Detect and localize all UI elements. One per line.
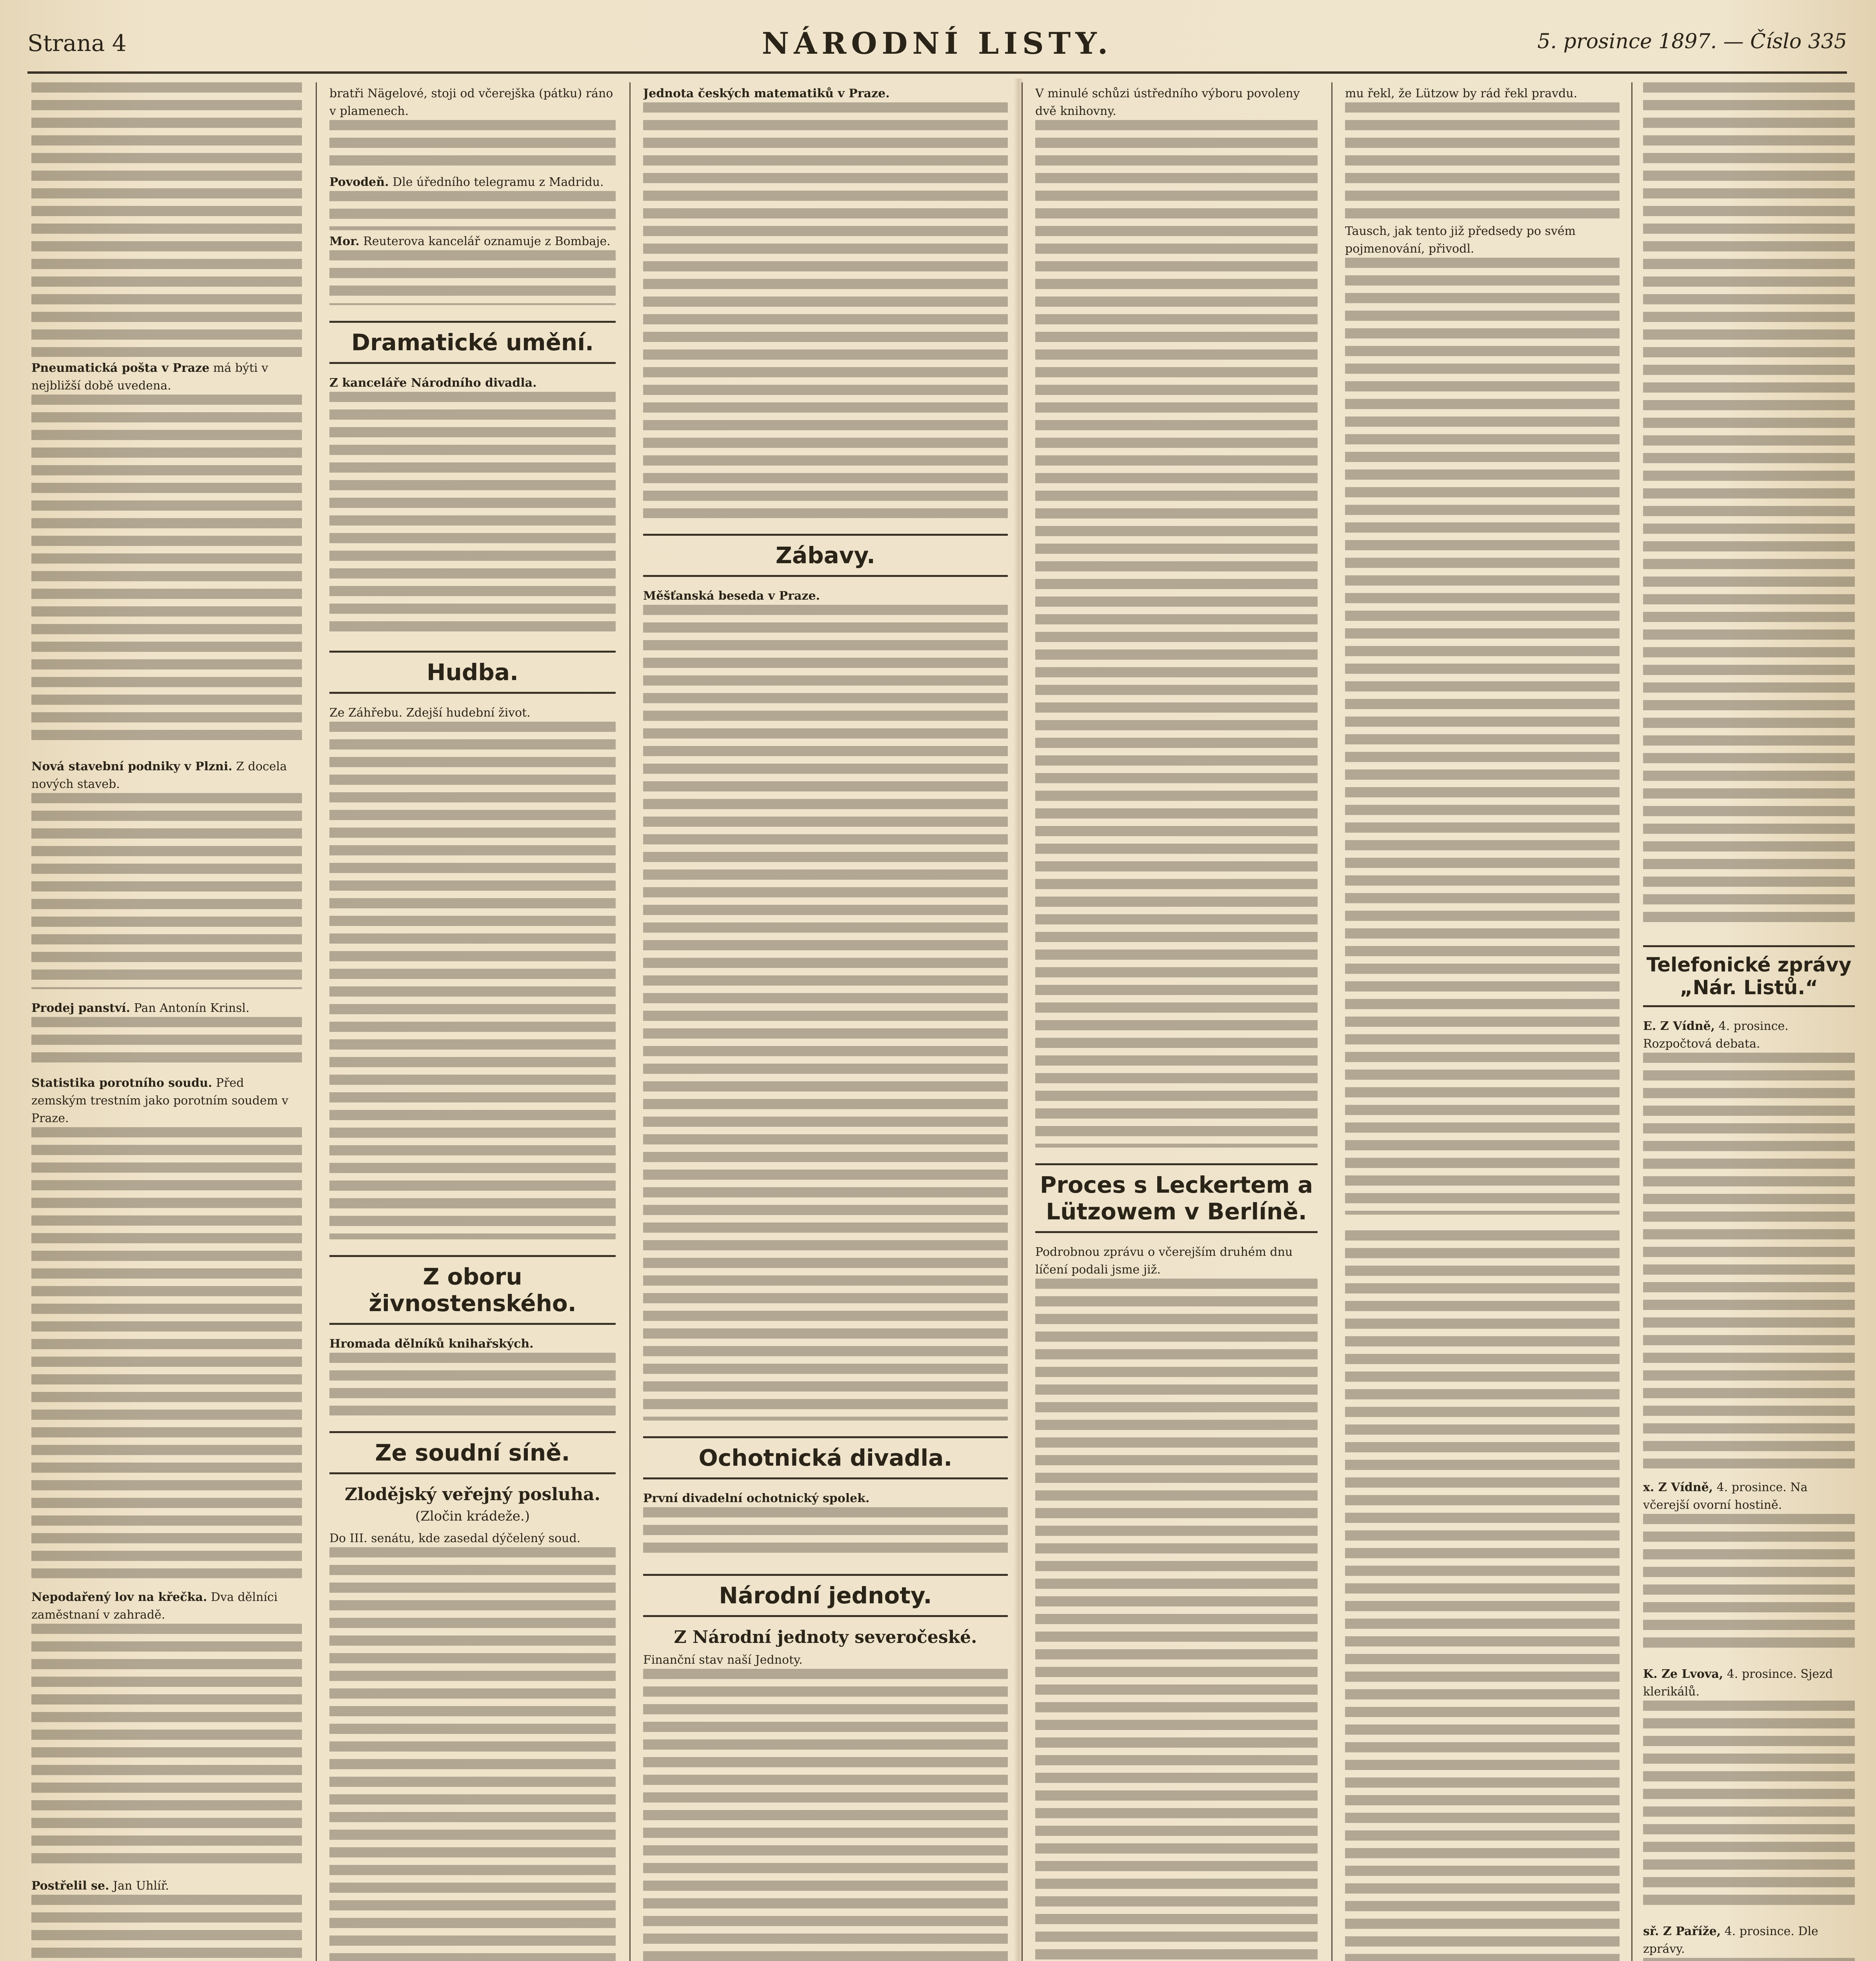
text-block	[329, 120, 616, 171]
text-block	[643, 1669, 1008, 1961]
article-text: 4. prosince. Sjezd klerikálů.	[1643, 1667, 1833, 1699]
section-heading: Národní jednoty.	[643, 1574, 1008, 1617]
text-block	[1643, 1701, 1855, 1912]
text-block	[329, 392, 616, 635]
article	[1643, 1923, 1855, 1961]
section-heading: Ochotnická divadla.	[643, 1436, 1008, 1479]
column-5	[1345, 82, 1620, 1961]
text-block	[1643, 1958, 1855, 1961]
column-1	[31, 82, 302, 1961]
article-lead: Z kanceláře Národního divadla.	[329, 376, 537, 390]
article-text: Ze Záhřebu. Zdejší hudební život.	[329, 706, 531, 720]
column-2	[329, 82, 616, 1961]
text-block	[643, 1507, 1008, 1558]
article	[31, 1588, 302, 1867]
article-text: Pan Antonín Krinsl.	[134, 1001, 250, 1015]
article-text: Finanční stav naší Jednoty.	[643, 1653, 803, 1667]
article-text: 4. prosince. Rozpočtová debata.	[1643, 1019, 1789, 1051]
article-lead: Povodeň.	[329, 175, 389, 189]
article-text: mu řekl, že Lützow by rád řekl pravdu.	[1345, 87, 1578, 100]
text-block	[31, 1017, 302, 1064]
text-block	[1643, 82, 1855, 930]
column-3	[643, 82, 1008, 1961]
article	[31, 999, 302, 1064]
article-lead: E. Z Vídně,	[1643, 1019, 1715, 1033]
section-heading: Telefonické zprávy „Nár. Listů.“	[1643, 945, 1855, 1007]
text-block	[31, 1624, 302, 1867]
article-text: Z docela nových staveb.	[31, 760, 287, 791]
text-block	[1643, 1514, 1855, 1655]
article-text: V minulé schůzi ústředního výboru povoleny dvě knihovny.	[1035, 87, 1300, 118]
article-title: Z Národní jednoty severočeské.	[674, 1627, 977, 1647]
text-block	[1345, 1230, 1620, 1961]
text-block	[31, 1895, 302, 1961]
article-text: Dle úředního telegramu z Madridu.	[393, 175, 604, 189]
article-lead: sř. Z Paříže,	[1643, 1925, 1721, 1938]
page-number: Strana 4	[27, 30, 127, 56]
article-text: Do III. senátu, kde zasedal dýčelený soud.	[329, 1532, 581, 1545]
column-6	[1643, 82, 1855, 1961]
text-block	[643, 102, 1008, 518]
article-text: Dva dělníci zaměstnaní v zahradě.	[31, 1590, 278, 1622]
article-lead: Nepodařený lov na křečka.	[31, 1590, 207, 1604]
page-header	[27, 23, 1847, 70]
text-block	[329, 722, 616, 1239]
issue-date: 5. prosince 1897. — Číslo 335	[1537, 30, 1847, 53]
column-divider	[1331, 82, 1332, 1961]
article-text: Podrobnou zprávu o včerejším druhém dnu líčení podali jsme již.	[1035, 1245, 1293, 1277]
text-block	[1035, 1279, 1318, 1961]
section-heading: Ze soudní síně.	[329, 1431, 616, 1474]
text-block	[329, 1547, 616, 1961]
article	[1643, 1665, 1855, 1912]
text-block	[329, 191, 616, 230]
text-block	[1345, 102, 1620, 220]
text-block	[329, 1353, 616, 1415]
text-block	[31, 1127, 302, 1578]
text-block	[31, 793, 302, 989]
text-block	[329, 250, 616, 305]
article-lead: K. Ze Lvova,	[1643, 1667, 1723, 1681]
text-block	[31, 395, 302, 748]
article	[31, 1074, 302, 1578]
section-heading: Zábavy.	[643, 534, 1008, 577]
paper-fold	[1014, 78, 1024, 1961]
article-lead: Nová stavební podniky v Plzni.	[31, 760, 233, 773]
text-block	[31, 82, 302, 357]
article-lead: První divadelní ochotnický spolek.	[643, 1492, 870, 1505]
article-text: 4. prosince. Na včerejší ovorní hostině.	[1643, 1481, 1808, 1512]
article-text: Jan Uhlíř.	[113, 1879, 169, 1893]
article	[31, 758, 302, 989]
article-lead: Hromada dělníků knihařských.	[329, 1337, 534, 1351]
article-text: bratři Nägelové, stoji od včerejška (pátku) ráno v plamenech.	[329, 87, 613, 118]
section-heading: Z oboru živnostenského.	[329, 1255, 616, 1325]
article	[1643, 1479, 1855, 1655]
article-text: má býti v nejbližší době uvedena.	[31, 361, 268, 393]
article-lead: Postřelil se.	[31, 1879, 109, 1893]
article-text: 4. prosince. Dle zprávy.	[1643, 1925, 1818, 1956]
article-text: Před zemským trestním jako porotním soudem v Praze.	[31, 1076, 289, 1125]
article	[31, 359, 302, 748]
article-lead: Mor.	[329, 235, 360, 248]
article-lead: Jednota českých matematiků v Praze.	[643, 87, 890, 100]
column-divider	[316, 82, 317, 1961]
article-lead: Statistika porotního soudu.	[31, 1076, 213, 1090]
text-block	[1643, 1053, 1855, 1468]
section-heading: Hudba.	[329, 651, 616, 694]
column-divider	[629, 82, 631, 1961]
header-rule	[27, 71, 1847, 74]
text-block	[643, 605, 1008, 1421]
masthead: NÁRODNÍ LISTY.	[762, 26, 1113, 61]
article-lead: Prodej panství.	[31, 1001, 130, 1015]
column-divider	[1631, 82, 1632, 1961]
article-lead: Měšťanská beseda v Praze.	[643, 589, 820, 603]
text-block	[1035, 120, 1318, 1148]
article	[1643, 1017, 1855, 1468]
article-text: Tausch, jak tento již předsedy po svém pojmenování, přivodl.	[1345, 224, 1576, 256]
column-4	[1035, 82, 1318, 1961]
article-lead: Pneumatická pošta v Praze	[31, 361, 210, 375]
article	[31, 1877, 302, 1961]
section-heading: Proces s Leckertem a Lützowem v Berlíně.	[1035, 1163, 1318, 1233]
article-lead: x. Z Vídně,	[1643, 1481, 1713, 1494]
article-title: Zlodějský veřejný posluha.	[345, 1484, 600, 1504]
text-block	[1345, 258, 1620, 1215]
article-text: Reuterova kancelář oznamuje z Bombaje.	[363, 235, 611, 248]
article-subtitle: (Zločin krádeže.)	[415, 1508, 530, 1524]
section-heading: Dramatické umění.	[329, 321, 616, 364]
